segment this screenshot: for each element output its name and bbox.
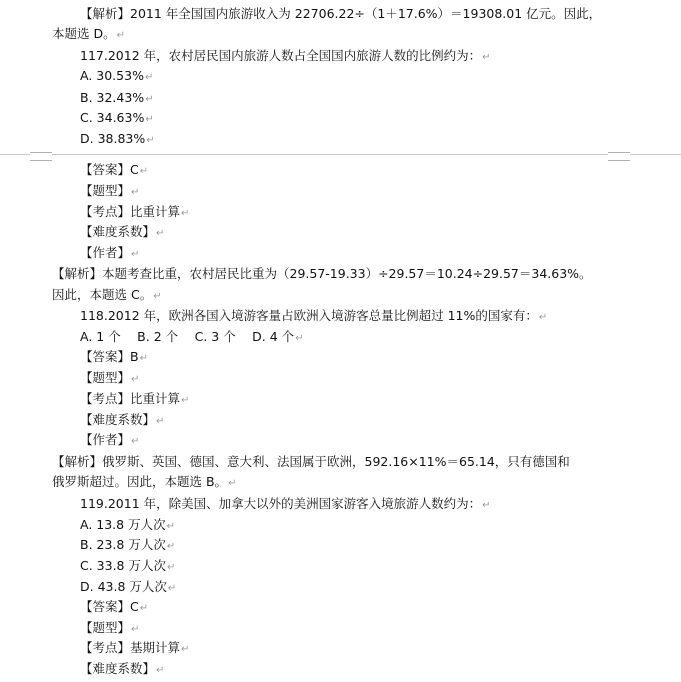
line-text: 【作者】 [80, 245, 131, 260]
line-text: 【考点】基期计算 [80, 640, 181, 655]
doc-line [52, 264, 592, 284]
paragraph-mark-icon: ↵ [145, 94, 154, 105]
line-text: 【考点】比重计算 [80, 204, 181, 219]
paragraph-mark-icon: ↵ [167, 583, 177, 594]
paragraph-mark-icon: ↵ [145, 114, 154, 125]
paragraph-mark-icon: ↵ [131, 374, 140, 385]
doc-line [80, 410, 164, 430]
doc-line [80, 46, 491, 66]
doc-line [80, 659, 164, 679]
doc-line [80, 88, 154, 108]
paragraph-mark-icon: ↵ [131, 249, 140, 260]
doc-line [80, 389, 189, 409]
paragraph-mark-icon: ↵ [131, 187, 140, 198]
line-text: D. 43.8 万人次 [80, 579, 167, 594]
doc-line [80, 368, 139, 388]
line-text: 俄罗斯超过。因此，本题选 B。 [52, 474, 228, 489]
doc-line [80, 181, 139, 201]
line-text: D. 38.83% [80, 131, 146, 146]
line-text: 【解析】俄罗斯、英国、德国、意大利、法国属于欧洲，592.16×11%＝65.14，只有德国和 [52, 454, 570, 469]
paragraph-mark-icon: ↵ [228, 478, 237, 489]
line-text: 因此，本题选 C。 [52, 287, 153, 302]
paragraph-mark-icon: ↵ [181, 208, 190, 219]
paragraph-mark-icon: ↵ [131, 624, 140, 635]
line-text: 【答案】B [80, 349, 139, 364]
doc-line [80, 129, 155, 149]
doc-line [80, 535, 175, 555]
doc-line [80, 347, 148, 367]
paragraph-mark-icon: ↵ [156, 228, 165, 239]
paragraph-mark-icon: ↵ [139, 603, 149, 614]
paragraph-mark-icon: ↵ [139, 353, 148, 364]
margin-marker-left [30, 152, 52, 161]
doc-line [80, 597, 148, 617]
line-text: B. 23.8 万人次 [80, 537, 166, 552]
paragraph-mark-icon: ↵ [295, 333, 304, 344]
doc-line [52, 285, 162, 305]
paragraph-mark-icon: ↵ [538, 312, 548, 323]
line-text: 【解析】本题考查比重，农村居民比重为（29.57-19.33）÷29.57＝10.24÷29.57＝34.63%。 [52, 266, 592, 281]
paragraph-mark-icon: ↵ [144, 72, 154, 83]
line-text: A. 1 个 B. 2 个 C. 3 个 D. 4 个 [80, 329, 295, 344]
doc-line [80, 515, 175, 535]
line-text: 【题型】 [80, 620, 131, 635]
line-text: A. 30.53% [80, 68, 144, 83]
paragraph-mark-icon: ↵ [156, 416, 165, 427]
paragraph-mark-icon: ↵ [146, 135, 155, 146]
line-text: 117.2012 年，农村居民国内旅游人数占全国国内旅游人数的比例约为： [80, 48, 482, 63]
paragraph-mark-icon: ↵ [166, 562, 176, 573]
paragraph-mark-icon: ↵ [482, 52, 491, 63]
paragraph-mark-icon: ↵ [181, 644, 190, 655]
margin-marker-right [608, 152, 630, 161]
paragraph-mark-icon: ↵ [166, 541, 176, 552]
line-text: 118.2012 年，欧洲各国入境游客量占欧洲入境游客总量比例超过 11%的国家有： [80, 308, 538, 323]
paragraph-mark-icon: ↵ [482, 500, 491, 511]
doc-line [80, 202, 189, 222]
line-text: 【题型】 [80, 183, 131, 198]
doc-line [80, 618, 139, 638]
doc-line [80, 577, 176, 597]
doc-line [80, 222, 164, 242]
paragraph-mark-icon: ↵ [131, 436, 140, 447]
paragraph-mark-icon: ↵ [156, 665, 165, 676]
doc-line [80, 108, 154, 128]
page-break [0, 152, 681, 162]
doc-line [80, 243, 139, 263]
line-text: B. 32.43% [80, 90, 145, 105]
line-text: A. 13.8 万人次 [80, 517, 166, 532]
paragraph-mark-icon: ↵ [116, 30, 125, 41]
line-text: 【题型】 [80, 370, 131, 385]
paragraph-mark-icon: ↵ [166, 521, 175, 532]
line-text: 本题选 D。 [52, 26, 116, 41]
line-text: 【解析】2011 年全国国内旅游收入为 22706.22÷（1＋17.6%）＝19308.01 亿元。因此， [80, 6, 602, 21]
line-text: C. 33.8 万人次 [80, 558, 166, 573]
doc-line [52, 24, 125, 44]
doc-line [80, 638, 189, 658]
line-text: C. 34.63% [80, 110, 145, 125]
doc-line [80, 306, 547, 326]
doc-line [80, 4, 601, 24]
line-text: 【难度系数】 [80, 661, 156, 676]
doc-line [52, 472, 236, 492]
paragraph-mark-icon: ↵ [181, 395, 190, 406]
line-text: 119.2011 年，除美国、加拿大以外的美洲国家游客入境旅游人数约为： [80, 496, 482, 511]
doc-line [80, 327, 304, 347]
paragraph-mark-icon: ↵ [153, 291, 162, 302]
line-text: 【答案】C [80, 599, 139, 614]
paragraph-mark-icon: ↵ [139, 166, 149, 177]
line-text: 【答案】C [80, 162, 139, 177]
page-break-rule [0, 154, 681, 155]
doc-line [80, 66, 153, 86]
line-text: 【考点】比重计算 [80, 391, 181, 406]
doc-line [80, 430, 139, 450]
line-text: 【难度系数】 [80, 224, 156, 239]
doc-line [52, 452, 570, 472]
line-text: 【作者】 [80, 432, 131, 447]
doc-line [80, 160, 148, 180]
doc-line [80, 556, 175, 576]
doc-line [80, 494, 491, 514]
line-text: 【难度系数】 [80, 412, 156, 427]
